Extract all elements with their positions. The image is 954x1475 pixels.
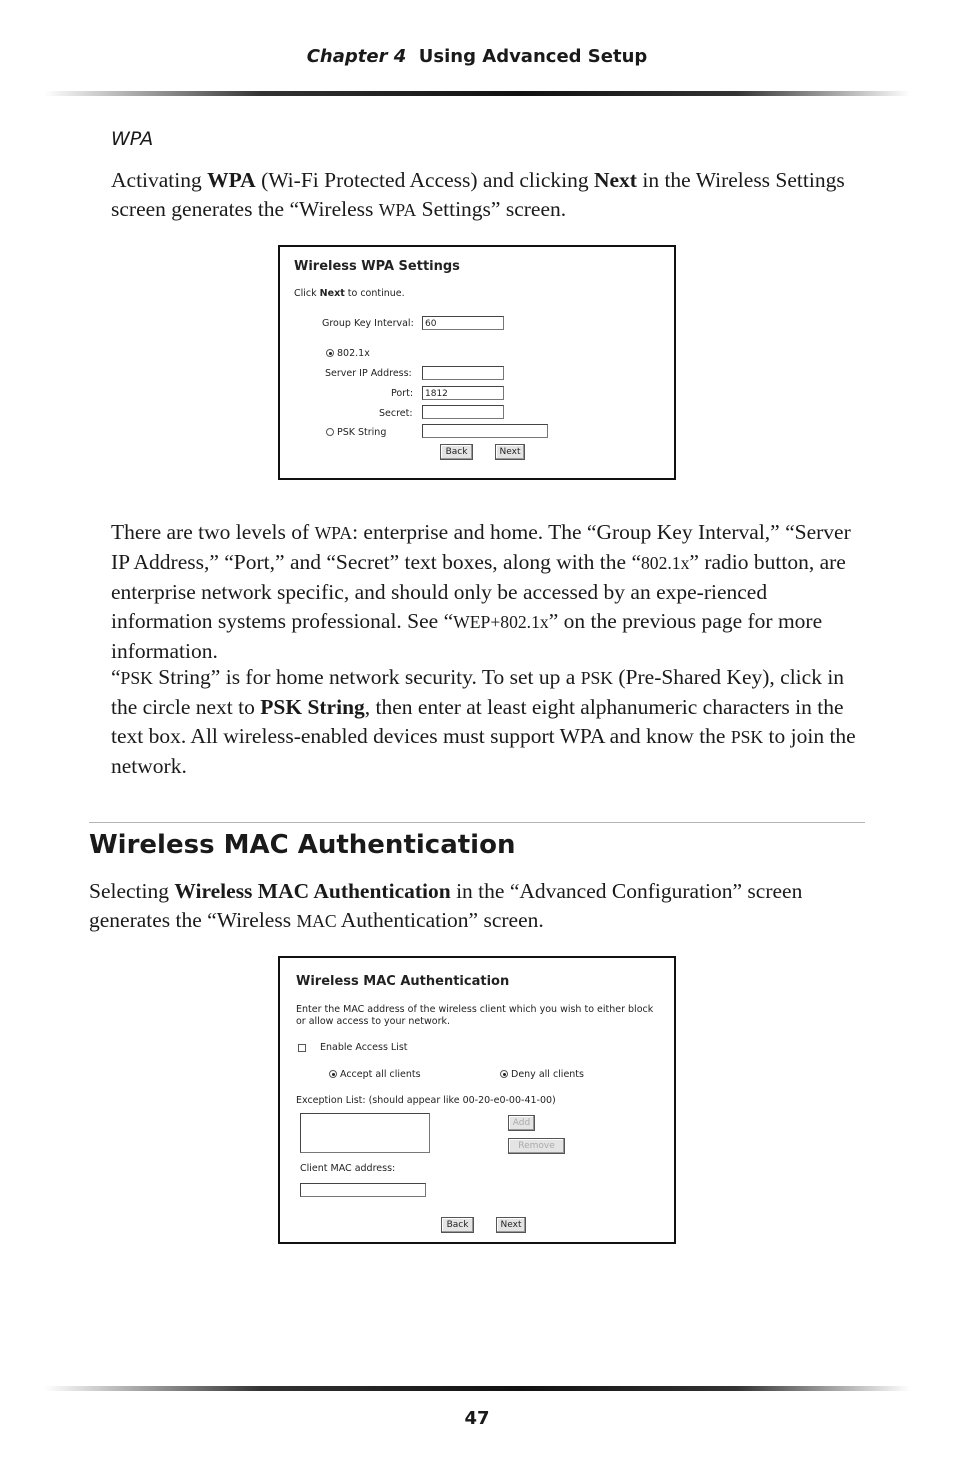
mac-auth-screenshot xyxy=(278,956,676,1244)
back-button[interactable]: Back xyxy=(440,444,473,460)
exception-list-label: Exception List: (should appear like 00-20-e0-00-41-00) xyxy=(296,1095,556,1106)
chapter-number: Chapter 4 xyxy=(306,46,407,67)
group-key-interval-input[interactable]: 60 xyxy=(422,316,504,330)
deny-all-clients-label: Deny all clients xyxy=(511,1069,584,1080)
accept-all-clients-radio[interactable] xyxy=(329,1070,337,1078)
server-ip-input[interactable] xyxy=(422,366,504,380)
wpa-intro-paragraph: Activating WPA (Wi-Fi Protected Access) and clicking Next in the Wireless Settings screen generates the “Wireless WPA Settings” screen. xyxy=(111,168,845,221)
add-button[interactable]: Add xyxy=(508,1115,535,1131)
deny-all-clients-radio[interactable] xyxy=(500,1070,508,1078)
radio-8021x[interactable] xyxy=(326,349,334,357)
port-label: Port: xyxy=(391,388,414,399)
mac-intro-paragraph: Selecting Wireless MAC Authentication in the “Advanced Configuration” screen generates the “Wireless MAC Authentication” screen. xyxy=(89,879,803,932)
psk-paragraph: “PSK String” is for home network security. To set up a PSK (Pre-Shared Key), click in the circle next to PSK String, then enter at least eight alphanumeric characters in the text box. All wireless-enabled devices must support WPA and know the PSK to join the network. xyxy=(111,665,856,778)
next-button[interactable]: Next xyxy=(495,444,525,460)
remove-button[interactable]: Remove xyxy=(508,1138,565,1154)
section-divider xyxy=(89,822,865,823)
chapter-title: Using Advanced Setup xyxy=(418,46,648,67)
enable-access-list-label: Enable Access List xyxy=(320,1042,408,1053)
group-key-interval-label: Group Key Interval: xyxy=(322,318,414,329)
wpa-section-label: WPA xyxy=(111,128,154,150)
wpa-settings-screenshot xyxy=(278,245,676,480)
wpa-instruction: Click Next to continue. xyxy=(294,288,405,299)
port-input[interactable]: 1812 xyxy=(422,386,504,400)
back-button[interactable]: Back xyxy=(441,1217,474,1233)
accept-all-clients-label: Accept all clients xyxy=(340,1069,421,1080)
psk-string-input[interactable] xyxy=(422,424,548,438)
enable-access-list-checkbox[interactable] xyxy=(298,1044,306,1052)
secret-label: Secret: xyxy=(379,408,413,419)
mac-description-line-1: Enter the MAC address of the wireless client which you wish to either block xyxy=(296,1004,654,1015)
mac-screen-title: Wireless MAC Authentication xyxy=(296,974,510,989)
psk-string-label: PSK String xyxy=(337,427,387,438)
exception-list-box[interactable] xyxy=(300,1113,430,1153)
server-ip-label: Server IP Address: xyxy=(325,368,412,379)
page-number: 47 xyxy=(464,1408,490,1429)
mac-description-line-2: or allow access to your network. xyxy=(296,1016,451,1027)
secret-input[interactable] xyxy=(422,405,504,419)
header-rule xyxy=(44,91,910,96)
wpa-levels-paragraph: There are two levels of WPA: enterprise and home. The “Group Key Interval,” “Server IP Address,” “Port,” and “Secret” text boxes, along with the “802.1x” radio button, are enterprise network specific, and should only be accessed by an expe-rienced information systems professional. See “WEP+802.1x” on the previous page for more information. xyxy=(111,520,851,663)
wpa-screen-title: Wireless WPA Settings xyxy=(294,259,460,274)
radio-8021x-label: 802.1x xyxy=(337,348,370,359)
running-header xyxy=(0,46,954,67)
client-mac-input[interactable] xyxy=(300,1183,426,1197)
client-mac-label: Client MAC address: xyxy=(300,1163,396,1174)
radio-psk-string[interactable] xyxy=(326,428,334,436)
next-button[interactable]: Next xyxy=(496,1217,526,1233)
footer-rule xyxy=(44,1386,910,1391)
mac-section-heading: Wireless MAC Authentication xyxy=(89,830,516,860)
